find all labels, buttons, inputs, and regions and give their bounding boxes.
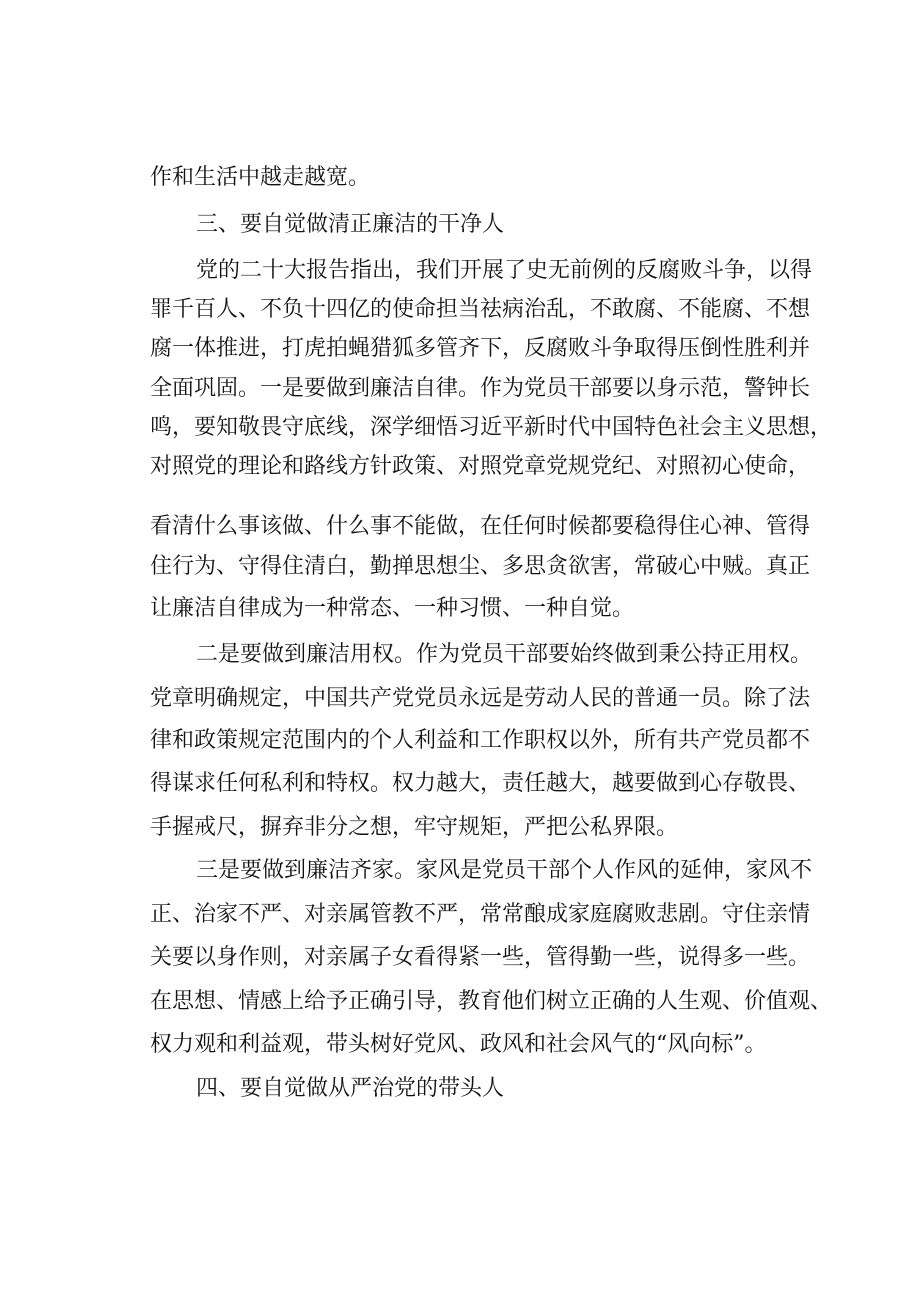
para3-line-5: 权力观和利益观，带头树好党风、政风和社会风气的“风向标”。: [150, 1032, 767, 1057]
para1-line-5: 鸣，要知敬畏守底线，深学细悟习近平新时代中国特色社会主义思想，: [150, 415, 833, 440]
para1-line-9: 让廉洁自律成为一种常态、一种习惯、一种自觉。: [150, 596, 635, 621]
para2-line-3: 律和政策规定范围内的个人利益和工作职权以外，所有共产党员都不: [150, 728, 811, 753]
para3-line-2: 正、治家不严、对亲属管教不严，常常酿成家庭腐败悲剧。守住亲情: [150, 902, 811, 927]
para3-line-4: 在思想、情感上给予正确引导，教育他们树立正确的人生观、价值观、: [150, 989, 833, 1014]
para1-line-8: 住行为、守得住清白，勤掸思想尘、多思贪欲害，常破心中贼。真正: [150, 554, 811, 579]
para1-line-1: 党的二十大报告指出，我们开展了史无前例的反腐败斗争，以得: [196, 258, 813, 283]
para2-line-5: 手握戒尺，摒弃非分之想，牢守规矩，严把公私界限。: [150, 815, 679, 840]
para1-line-4: 全面巩固。一是要做到廉洁自律。作为党员干部要以身示范，警钟长: [150, 376, 811, 401]
continuation-line: 作和生活中越走越宽。: [150, 165, 371, 190]
para1-line-7: 看清什么事该做、什么事不能做，在任何时候都要稳得住心神、管得: [150, 514, 811, 539]
para1-line-2: 罪千百人、不负十四亿的使命担当祛病治乱，不敢腐、不能腐、不想: [150, 297, 811, 322]
para2-line-4: 得谋求任何私利和特权。权力越大，责任越大，越要做到心存敬畏、: [150, 771, 811, 796]
section-4-heading: 四、要自觉做从严治党的带头人: [196, 1076, 505, 1101]
para2-line-1: 二是要做到廉洁用权。作为党员干部要始终做到秉公持正用权。: [196, 642, 813, 667]
section-3-heading: 三、要自觉做清正廉洁的干净人: [196, 212, 505, 237]
para3-line-3: 关要以身作则，对亲属子女看得紧一些，管得勤一些，说得多一些。: [150, 945, 811, 970]
para1-line-6: 对照党的理论和路线方针政策、对照党章党规党纪、对照初心使命，: [150, 454, 811, 479]
para3-line-1: 三是要做到廉洁齐家。家风是党员干部个人作风的延伸，家风不: [196, 858, 813, 883]
para2-line-2: 党章明确规定，中国共产党党员永远是劳动人民的普通一员。除了法: [150, 686, 811, 711]
para1-line-3: 腐一体推进，打虎拍蝇猎狐多管齐下，反腐败斗争取得压倒性胜利并: [150, 336, 811, 361]
